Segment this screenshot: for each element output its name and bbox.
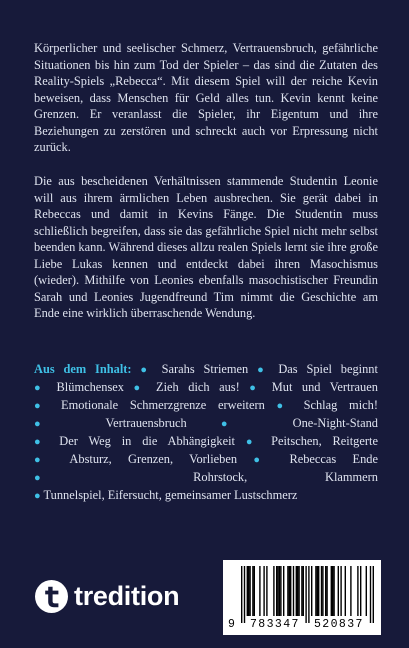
barcode-bar — [357, 566, 358, 616]
barcode-bar — [340, 566, 341, 616]
isbn-digit-lead: 9 — [228, 618, 235, 631]
barcode-bar — [244, 566, 245, 623]
barcode-bar — [311, 566, 312, 616]
contents-item-label: Der Weg in die Abhängigkeit — [59, 434, 235, 448]
contents-item-label: Rebeccas Ende — [289, 452, 378, 466]
barcode-bar — [248, 566, 249, 616]
barcode-bar — [366, 566, 367, 616]
barcode-bar — [287, 566, 288, 616]
contents-item-label: Tunnelspiel, Eifersucht, gemeinsamer Lustschmerz — [43, 488, 298, 502]
barcode-bar — [373, 566, 374, 623]
barcode-bar — [321, 566, 322, 616]
bullet-icon: ● — [34, 490, 41, 502]
barcode-bar — [360, 566, 361, 616]
contents-item-label: Rohrstock, Klammern — [193, 470, 378, 484]
contents-item-label: Vertrauensbruch — [105, 416, 187, 430]
barcode-bar — [249, 566, 250, 616]
barcode-bar — [305, 566, 306, 623]
barcode-bar — [322, 566, 323, 616]
barcode-bar — [280, 566, 281, 616]
contents-item — [253, 452, 378, 466]
contents-item-label: Sarahs Striemen — [161, 362, 249, 376]
contents-item — [257, 362, 378, 376]
blurb-paragraph-1: Körperlicher und seelischer Schmerz, Vertrauensbruch, gefährliche Situationen bis hin zum Tod der Spieler – das sind die Zutaten des Reality-Spiels „Rebecca“. Mit diesem Spiel will der reiche Kevin beweisen, dass Menschen für Geld alles tun. Kevin kennt keine Grenzen. Er veranlasst die Spieler, ihr Eigentum und ihre Beziehungen zu zerstören und schreckt auch vor Erpressung nicht zurück. — [34, 41, 378, 154]
bullet-icon: ● — [276, 400, 292, 412]
publisher-logo — [35, 580, 179, 613]
barcode-bar — [303, 566, 304, 616]
contents-item — [134, 380, 240, 394]
contents-item — [277, 398, 378, 412]
isbn-digits — [223, 618, 381, 632]
contents-item — [246, 434, 378, 448]
barcode-bar — [297, 566, 298, 616]
bullet-icon: ● — [245, 436, 261, 448]
bullet-icon: ● — [34, 454, 54, 466]
barcode-bar — [252, 566, 253, 616]
contents-item — [140, 362, 248, 376]
contents-list — [34, 361, 378, 505]
contents-item — [249, 380, 378, 394]
contents-item — [34, 452, 237, 466]
barcode-bar — [325, 566, 326, 616]
barcode-bar — [331, 566, 332, 616]
contents-item — [34, 488, 297, 502]
contents-item-label: Emotionale Schmerzgrenze erweitern — [61, 398, 265, 412]
barcode-bar — [290, 566, 291, 616]
bullet-icon: ● — [257, 364, 270, 376]
bullet-icon: ● — [34, 400, 50, 412]
bullet-icon: ● — [220, 418, 259, 430]
barcode-bar — [241, 566, 242, 623]
contents-items — [34, 362, 378, 502]
contents-item-label: One-Night-Stand — [292, 416, 378, 430]
barcode-bar — [289, 566, 290, 616]
bullet-icon: ● — [34, 436, 49, 448]
contents-item — [34, 434, 235, 448]
barcode-bar — [254, 566, 255, 616]
isbn-barcode — [223, 560, 381, 635]
barcode-bar — [266, 566, 267, 616]
isbn-digit-group-right: 520837 — [314, 618, 364, 631]
bullet-icon: ● — [34, 472, 116, 484]
barcode-bar — [350, 566, 351, 616]
contents-item — [34, 398, 265, 412]
barcode-bar — [298, 566, 299, 616]
barcode-bar — [370, 566, 371, 623]
bullet-icon: ● — [140, 364, 153, 376]
barcode-bar — [317, 566, 318, 616]
contents-item — [221, 416, 378, 430]
barcode-bar — [247, 566, 248, 616]
blurb-paragraph-2: Die aus bescheidenen Verhältnissen stammende Studentin Leonie will aus ihrem ärmlichen Leben ausbrechen. Sie gerät dabei in Rebeccas und damit in Kevins Fänge. Die Studentin muss schließlich begreifen, dass sie das gefährliche Spiel nicht mehr selbst beenden kann. Während dieses allzu realen Spiels lernt sie ihre große Liebe Lukas kennen und entdeckt dabei ihren Masochismus (wieder). Mithilfe von Leonies ebenfalls masochistischer Freundin Sarah und Leonies Jugendfreund Tim nimmt die Geschichte am Ende eine wirklich überraschende Wendung. — [34, 174, 378, 320]
barcode-bar — [326, 566, 327, 616]
bullet-icon: ● — [133, 382, 147, 394]
contents-item-label: Zieh dich aus! — [156, 380, 240, 394]
barcode-bar — [273, 566, 274, 616]
barcode-bar — [332, 566, 333, 616]
barcode-bar — [345, 566, 346, 616]
barcode-bar — [263, 566, 264, 616]
contents-item-label: Absturz, Grenzen, Vorlieben — [69, 452, 238, 466]
barcode-bar — [308, 566, 309, 623]
contents-item — [34, 416, 187, 430]
barcode-bar — [318, 566, 319, 616]
barcode-bar — [279, 566, 280, 616]
contents-item-label: Mut und Vertrauen — [271, 380, 378, 394]
bullet-icon: ● — [34, 382, 48, 394]
barcode-bar — [338, 566, 339, 616]
contents-item — [34, 470, 378, 484]
barcode-bar — [277, 566, 278, 616]
bullet-icon: ● — [253, 454, 274, 466]
barcode-bar — [276, 566, 277, 616]
barcode-bar — [283, 566, 284, 616]
isbn-digit-group-left: 783347 — [250, 618, 300, 631]
bullet-icon: ● — [249, 382, 263, 394]
publisher-name: tredition — [74, 581, 180, 611]
contents-item — [34, 380, 124, 394]
barcode-bar — [259, 566, 260, 616]
contents-title: Aus dem Inhalt: — [34, 362, 132, 376]
barcode-bar — [293, 566, 294, 616]
contents-item-label: Das Spiel beginnt — [278, 362, 378, 376]
barcode-bar — [296, 566, 297, 616]
tredition-t-logo-icon — [35, 580, 68, 613]
barcode-bar — [315, 566, 316, 616]
barcode-bar — [333, 566, 334, 616]
contents-item-label: Blümchensex — [56, 380, 124, 394]
contents-item-label: Peitschen, Reitgerte — [271, 434, 378, 448]
barcode-bar — [301, 566, 302, 616]
contents-item-label: Schlag mich! — [303, 398, 378, 412]
bullet-icon: ● — [34, 418, 72, 430]
